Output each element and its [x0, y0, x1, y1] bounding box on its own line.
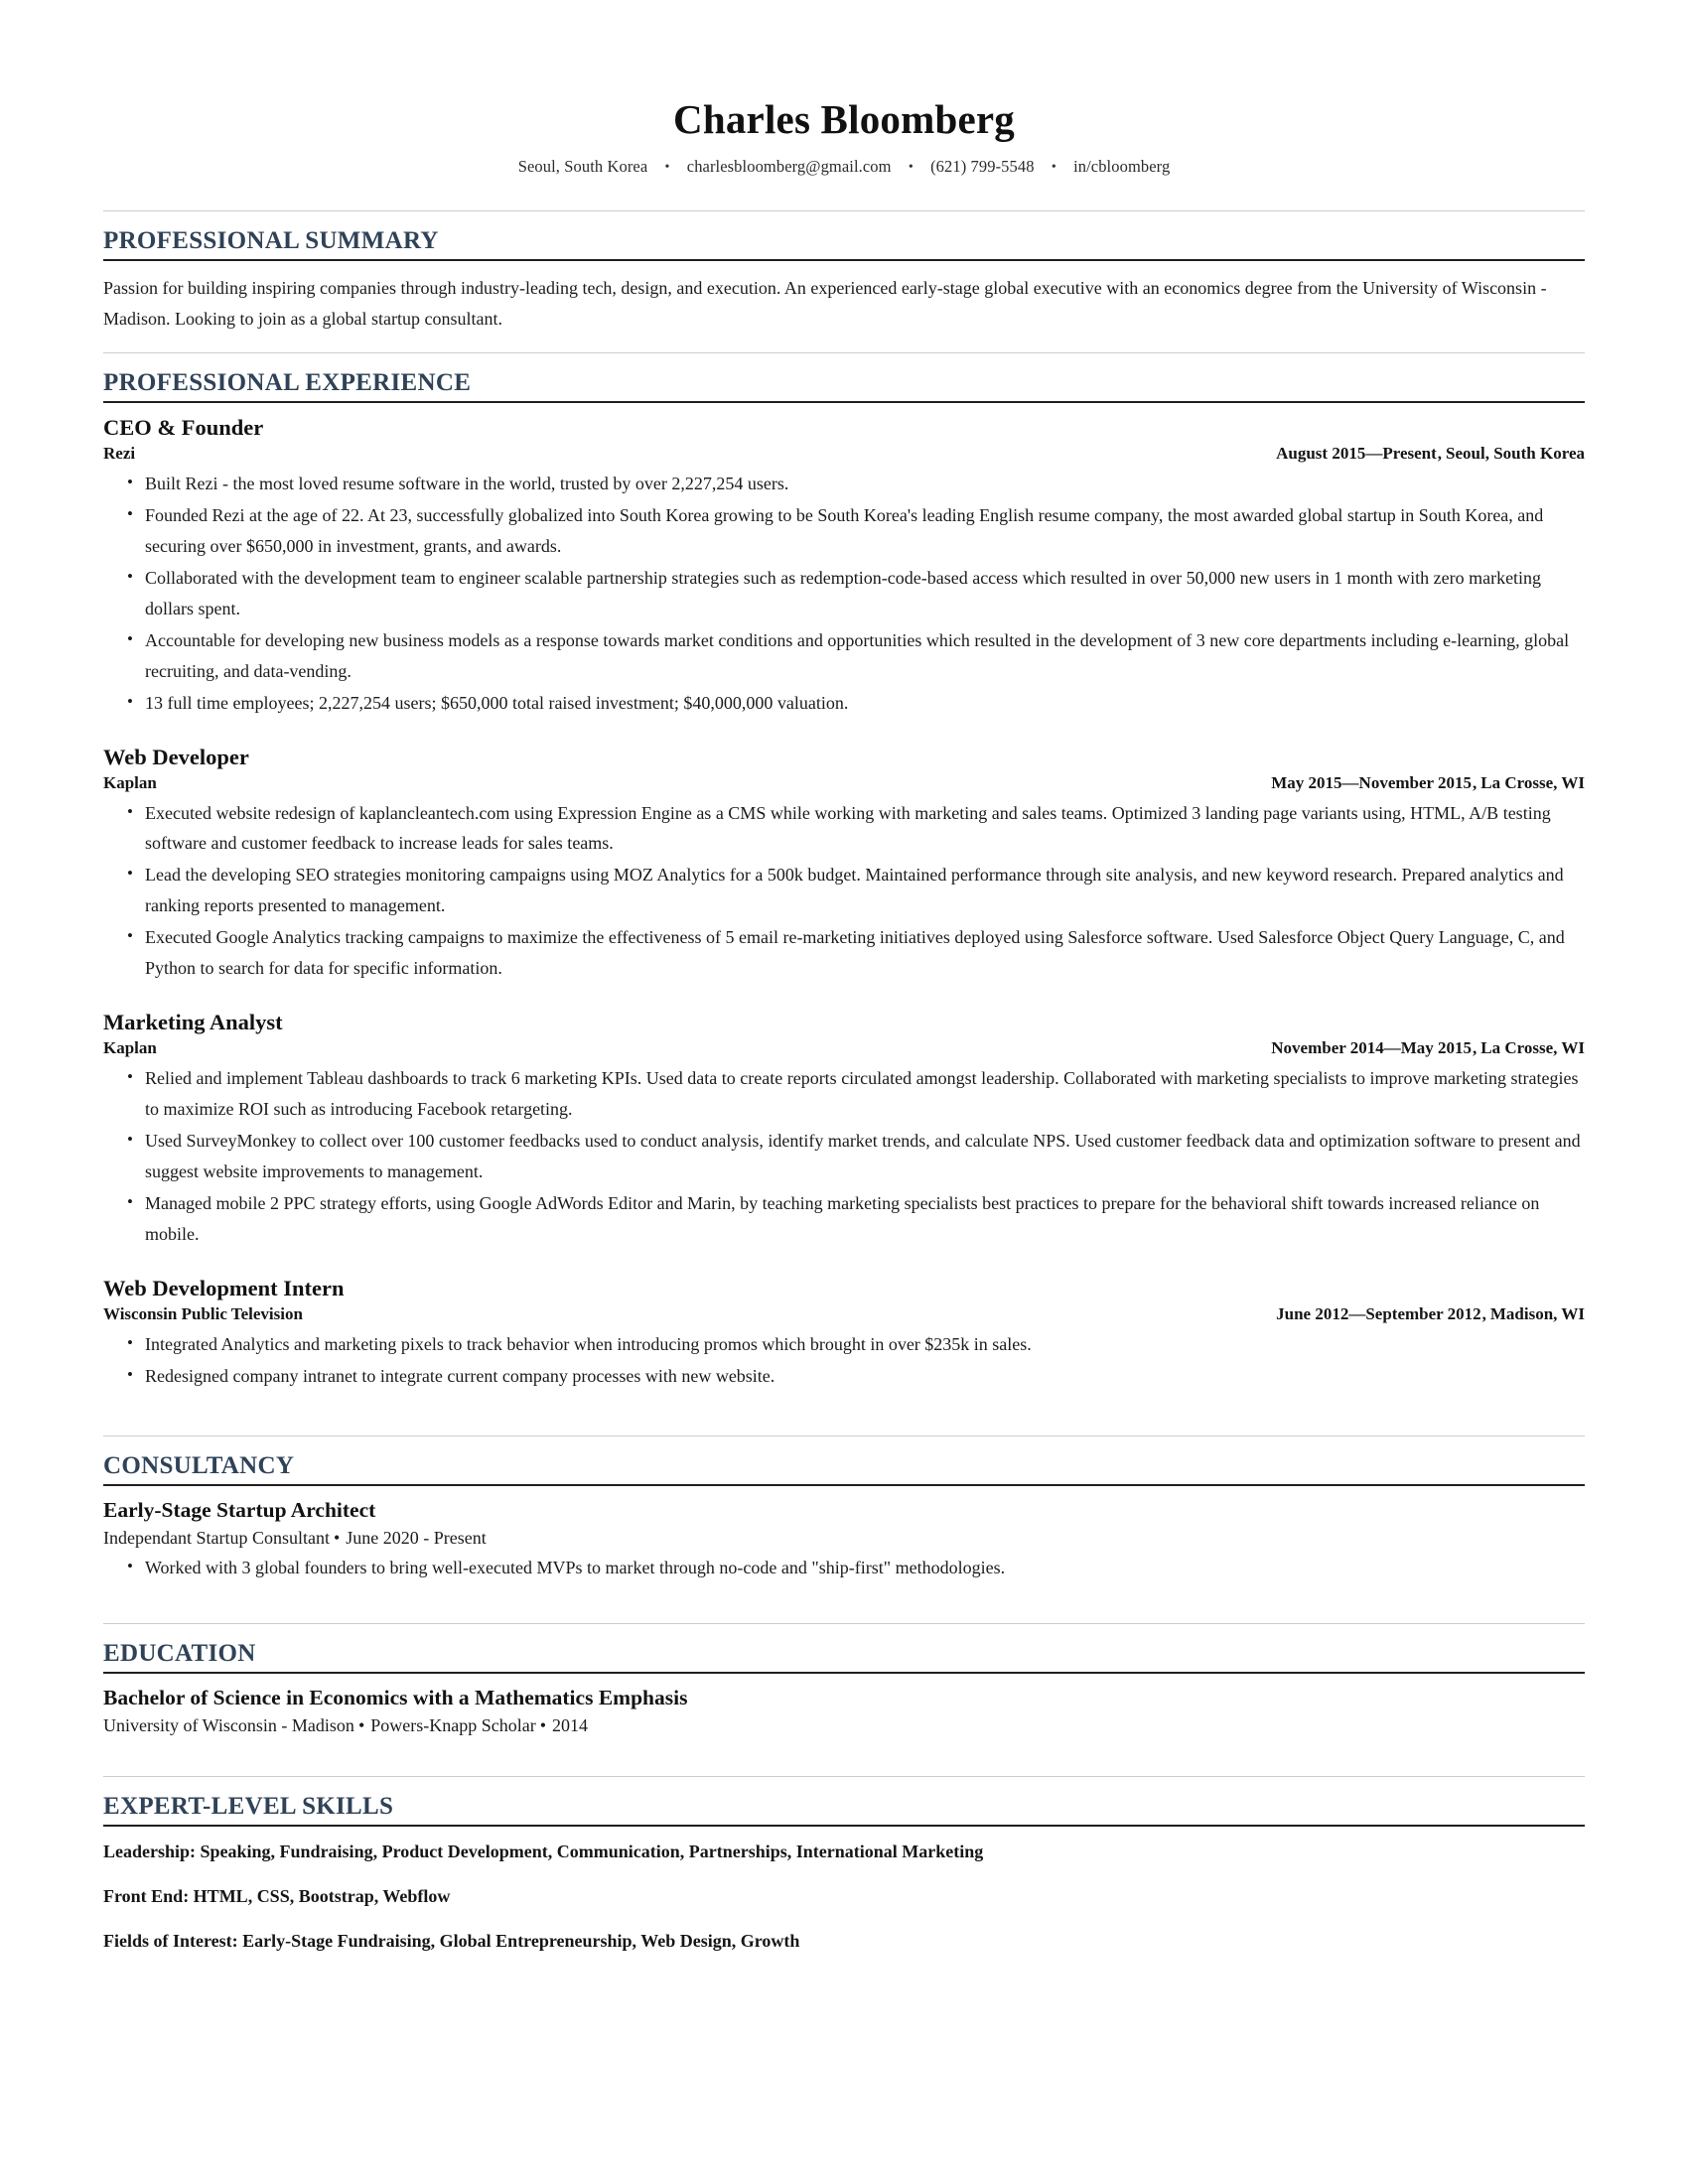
experience-entry	[103, 745, 1585, 985]
job-bullets	[103, 1063, 1585, 1250]
contact-linkedin[interactable]: in/cbloomberg	[1073, 157, 1171, 176]
list-item: • Executed website redesign of kaplancleantech.com using Expression Engine as a CMS while working with marketing and sales teams. Optimized 3 landing page variants using, HTML, A/B testing software and customer feedback to increase leads for sales teams.	[127, 798, 1585, 860]
job-dates: June 2012—September 2012	[1276, 1303, 1481, 1323]
consultancy-title: Early-Stage Startup Architect	[103, 1497, 376, 1522]
section-professional-summary	[103, 210, 1585, 335]
resume-header	[103, 95, 1585, 177]
job-company: Kaplan	[103, 1038, 157, 1058]
section-professional-experience	[103, 352, 1585, 1392]
section-education	[103, 1623, 1585, 1736]
consultancy-org: Independant Startup Consultant	[103, 1527, 330, 1548]
job-location: La Crosse, WI	[1480, 1038, 1585, 1058]
section-title-education: EDUCATION	[103, 1639, 256, 1667]
list-item: • Collaborated with the development team to engineer scalable partnership strategies such as redemption-code-based access which resulted in over 50,000 new users in 1 month with zero marketing dollars spent.	[127, 563, 1585, 624]
section-title-skills: EXPERT-LEVEL SKILLS	[103, 1792, 394, 1820]
consultancy-entry	[103, 1498, 1585, 1583]
divider	[103, 1672, 1585, 1674]
list-item: • Built Rezi - the most loved resume software in the world, trusted by over 2,227,254 users.	[127, 469, 1585, 499]
divider	[103, 1623, 1585, 1624]
job-bullets	[103, 798, 1585, 985]
experience-entry	[103, 1010, 1585, 1250]
section-consultancy	[103, 1435, 1585, 1583]
education-year: 2014	[552, 1714, 589, 1735]
bullet-separator-icon: •	[539, 1714, 547, 1735]
consultancy-meta	[103, 1528, 1585, 1549]
job-bullets	[103, 1329, 1585, 1392]
consultancy-dates: June 2020 - Present	[346, 1527, 487, 1548]
divider	[103, 1435, 1585, 1436]
job-meta	[103, 1304, 1585, 1324]
job-bullets	[103, 469, 1585, 719]
page-title: Charles Bloomberg	[673, 96, 1015, 142]
job-location: Madison, WI	[1489, 1303, 1585, 1323]
job-meta	[103, 773, 1585, 793]
experience-entry	[103, 415, 1585, 719]
job-dates-location	[1271, 773, 1585, 793]
education-honors: Powers-Knapp Scholar	[370, 1714, 536, 1735]
job-company: Wisconsin Public Television	[103, 1303, 303, 1323]
job-dates: May 2015—November 2015	[1271, 772, 1473, 792]
comma-separator: ,	[1481, 1303, 1486, 1323]
job-dates-location	[1276, 444, 1585, 464]
list-item: • Lead the developing SEO strategies monitoring campaigns using MOZ Analytics for a 500k budget. Maintained performance through site analysis, and new keyword research. Prepared analytics and ranking reports presented to management.	[127, 860, 1585, 921]
consultancy-bullets	[103, 1553, 1585, 1583]
comma-separator: ,	[1437, 443, 1443, 463]
list-item: • Executed Google Analytics tracking campaigns to maximize the effectiveness of 5 email re-marketing initiatives deployed using Salesforce software. Used Salesforce Object Query Language, C, and Python to search for data for specific information.	[127, 922, 1585, 984]
section-expert-level-skills	[103, 1776, 1585, 1955]
list-item: • Managed mobile 2 PPC strategy efforts, using Google AdWords Editor and Marin, by teaching marketing specialists best practices to prepare for the behavioral shift towards increased reliance on mobile.	[127, 1188, 1585, 1250]
job-meta	[103, 1038, 1585, 1058]
bullet-separator-icon: •	[664, 160, 670, 175]
contact-email[interactable]: charlesbloomberg@gmail.com	[686, 157, 892, 176]
job-dates: November 2014—May 2015	[1271, 1038, 1473, 1058]
divider	[103, 1484, 1585, 1486]
list-item: • Accountable for developing new business models as a response towards market conditions and opportunities which resulted in the development of 3 new core departments including e-learning, global recruiting, and data-vending.	[127, 625, 1585, 687]
contact-phone: (621) 799-5548	[930, 157, 1035, 176]
list-item: • Relied and implement Tableau dashboards to track 6 marketing KPIs. Used data to create reports circulated amongst leadership. Collaborated with marketing specialists to improve marketing strategies to maximize ROI such as introducing Facebook retargeting.	[127, 1063, 1585, 1125]
list-item: • Worked with 3 global founders to bring well-executed MVPs to market through no-code and "ship-first" methodologies.	[127, 1553, 1585, 1583]
section-title-consultancy: CONSULTANCY	[103, 1451, 295, 1479]
job-title: Marketing Analyst	[103, 1010, 283, 1035]
job-location: Seoul, South Korea	[1446, 443, 1585, 463]
job-company: Kaplan	[103, 772, 157, 792]
summary-text: Passion for building inspiring companies through industry-leading tech, design, and execution. An experienced early-stage global executive with an economics degree from the University of Wisconsin - Madison. Looking to join as a global startup consultant.	[103, 278, 1547, 329]
bullet-separator-icon: •	[1051, 160, 1056, 175]
job-company: Rezi	[103, 443, 136, 463]
list-item: • Redesigned company intranet to integrate current company processes with new website.	[127, 1361, 1585, 1392]
comma-separator: ,	[1473, 1038, 1477, 1058]
list-item: • Founded Rezi at the age of 22. At 23, successfully globalized into South Korea growing to be South Korea's leading English resume company, the most awarded global startup in South Korea, and securing over $650,000 in investment, grants, and awards.	[127, 500, 1585, 562]
bullet-separator-icon: •	[908, 160, 914, 175]
divider	[103, 1825, 1585, 1827]
contact-line	[103, 157, 1585, 177]
divider	[103, 1776, 1585, 1777]
skill-row-leadership: Leadership: Speaking, Fundraising, Product Development, Communication, Partnerships, International Marketing	[103, 1841, 984, 1861]
job-title: Web Developer	[103, 744, 249, 769]
comma-separator: ,	[1473, 772, 1477, 792]
section-title-experience: PROFESSIONAL EXPERIENCE	[103, 368, 472, 396]
job-location: La Crosse, WI	[1480, 772, 1585, 792]
education-entry	[103, 1686, 1585, 1736]
skill-row-fields-of-interest: Fields of Interest: Early-Stage Fundraising, Global Entrepreneurship, Web Design, Growth	[103, 1930, 800, 1951]
education-meta	[103, 1715, 1585, 1736]
divider	[103, 259, 1585, 261]
job-dates-location	[1276, 1304, 1585, 1324]
divider	[103, 352, 1585, 353]
bullet-separator-icon: •	[357, 1714, 365, 1735]
bullet-separator-icon: •	[333, 1527, 341, 1548]
list-item: • Used SurveyMonkey to collect over 100 customer feedbacks used to conduct analysis, identify market trends, and calculate NPS. Used customer feedback data and optimization software to present and suggest website improvements to management.	[127, 1126, 1585, 1187]
list-item: • Integrated Analytics and marketing pixels to track behavior when introducing promos which brought in over $235k in sales.	[127, 1329, 1585, 1360]
contact-location: Seoul, South Korea	[517, 157, 648, 176]
divider	[103, 210, 1585, 211]
section-title-summary: PROFESSIONAL SUMMARY	[103, 227, 439, 254]
job-meta	[103, 444, 1585, 464]
skill-row-front-end: Front End: HTML, CSS, Bootstrap, Webflow	[103, 1885, 451, 1906]
experience-entry	[103, 1276, 1585, 1392]
list-item: • 13 full time employees; 2,227,254 users; $650,000 total raised investment; $40,000,000 valuation.	[127, 688, 1585, 719]
education-degree: Bachelor of Science in Economics with a Mathematics Emphasis	[103, 1685, 688, 1709]
job-dates: August 2015—Present	[1276, 443, 1437, 463]
job-dates-location	[1271, 1038, 1585, 1058]
job-title: Web Development Intern	[103, 1275, 345, 1300]
divider	[103, 401, 1585, 403]
job-title: CEO & Founder	[103, 414, 264, 440]
education-school: University of Wisconsin - Madison	[103, 1714, 354, 1735]
